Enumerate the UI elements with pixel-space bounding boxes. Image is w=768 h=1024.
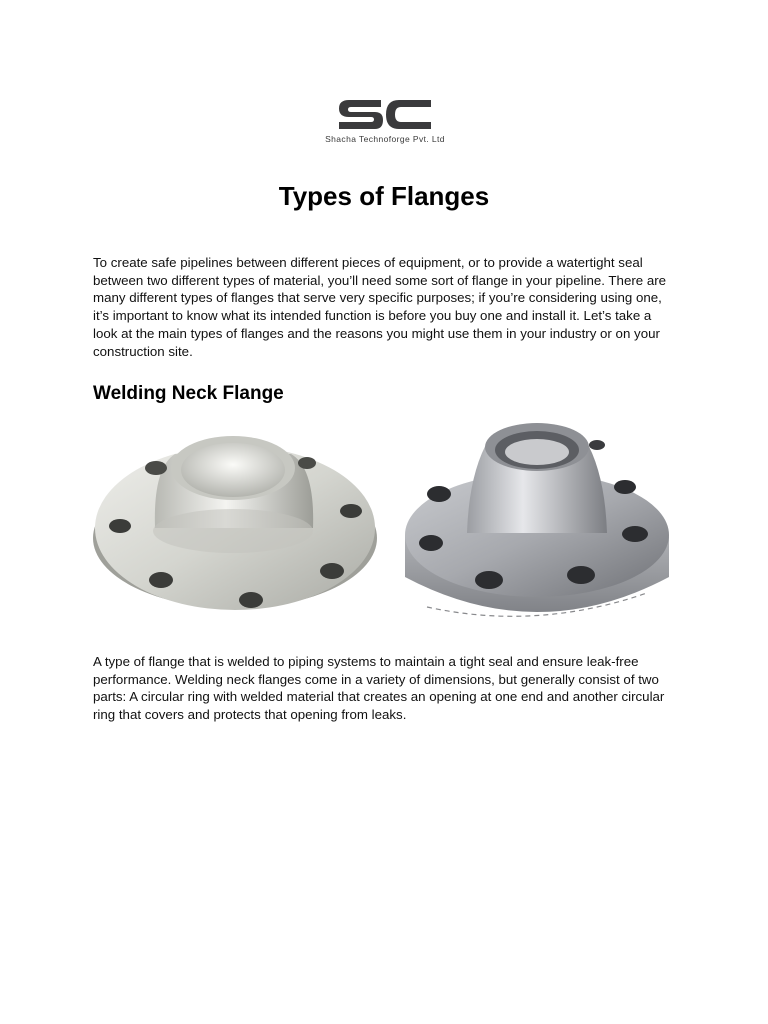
page-title: Types of Flanges [278,181,490,211]
welding-neck-flange-photo-right [397,415,677,625]
company-logo [310,96,460,152]
sc-logo-icon [337,96,433,132]
company-name: Shacha Technoforge Pvt. Ltd [325,134,445,144]
intro-paragraph: To create safe pipelines between different pieces of equipment, or to provide a watertight seal between two different types of material, you’ll need some sort of flange in your pipeline. There are many different types of flanges that serve very specific purposes; if you’re considering using one, it’s important to know what its intended function is before you buy one and install it. Let’s take a look at the main types of flanges and the reasons you might use them in your industry or on your construction site. [93,255,667,359]
section-body: A type of flange that is welded to piping systems to maintain a tight seal and ensure leak-free performance. Welding neck flanges come in a variety of dimensions, but generally consist of two parts: A circular ring with welded material that creates an opening at one end and another circular ring that covers and protects that opening from leaks. [93,654,665,723]
welding-neck-flange-photo-left [93,428,383,620]
section-heading: Welding Neck Flange [93,383,284,404]
